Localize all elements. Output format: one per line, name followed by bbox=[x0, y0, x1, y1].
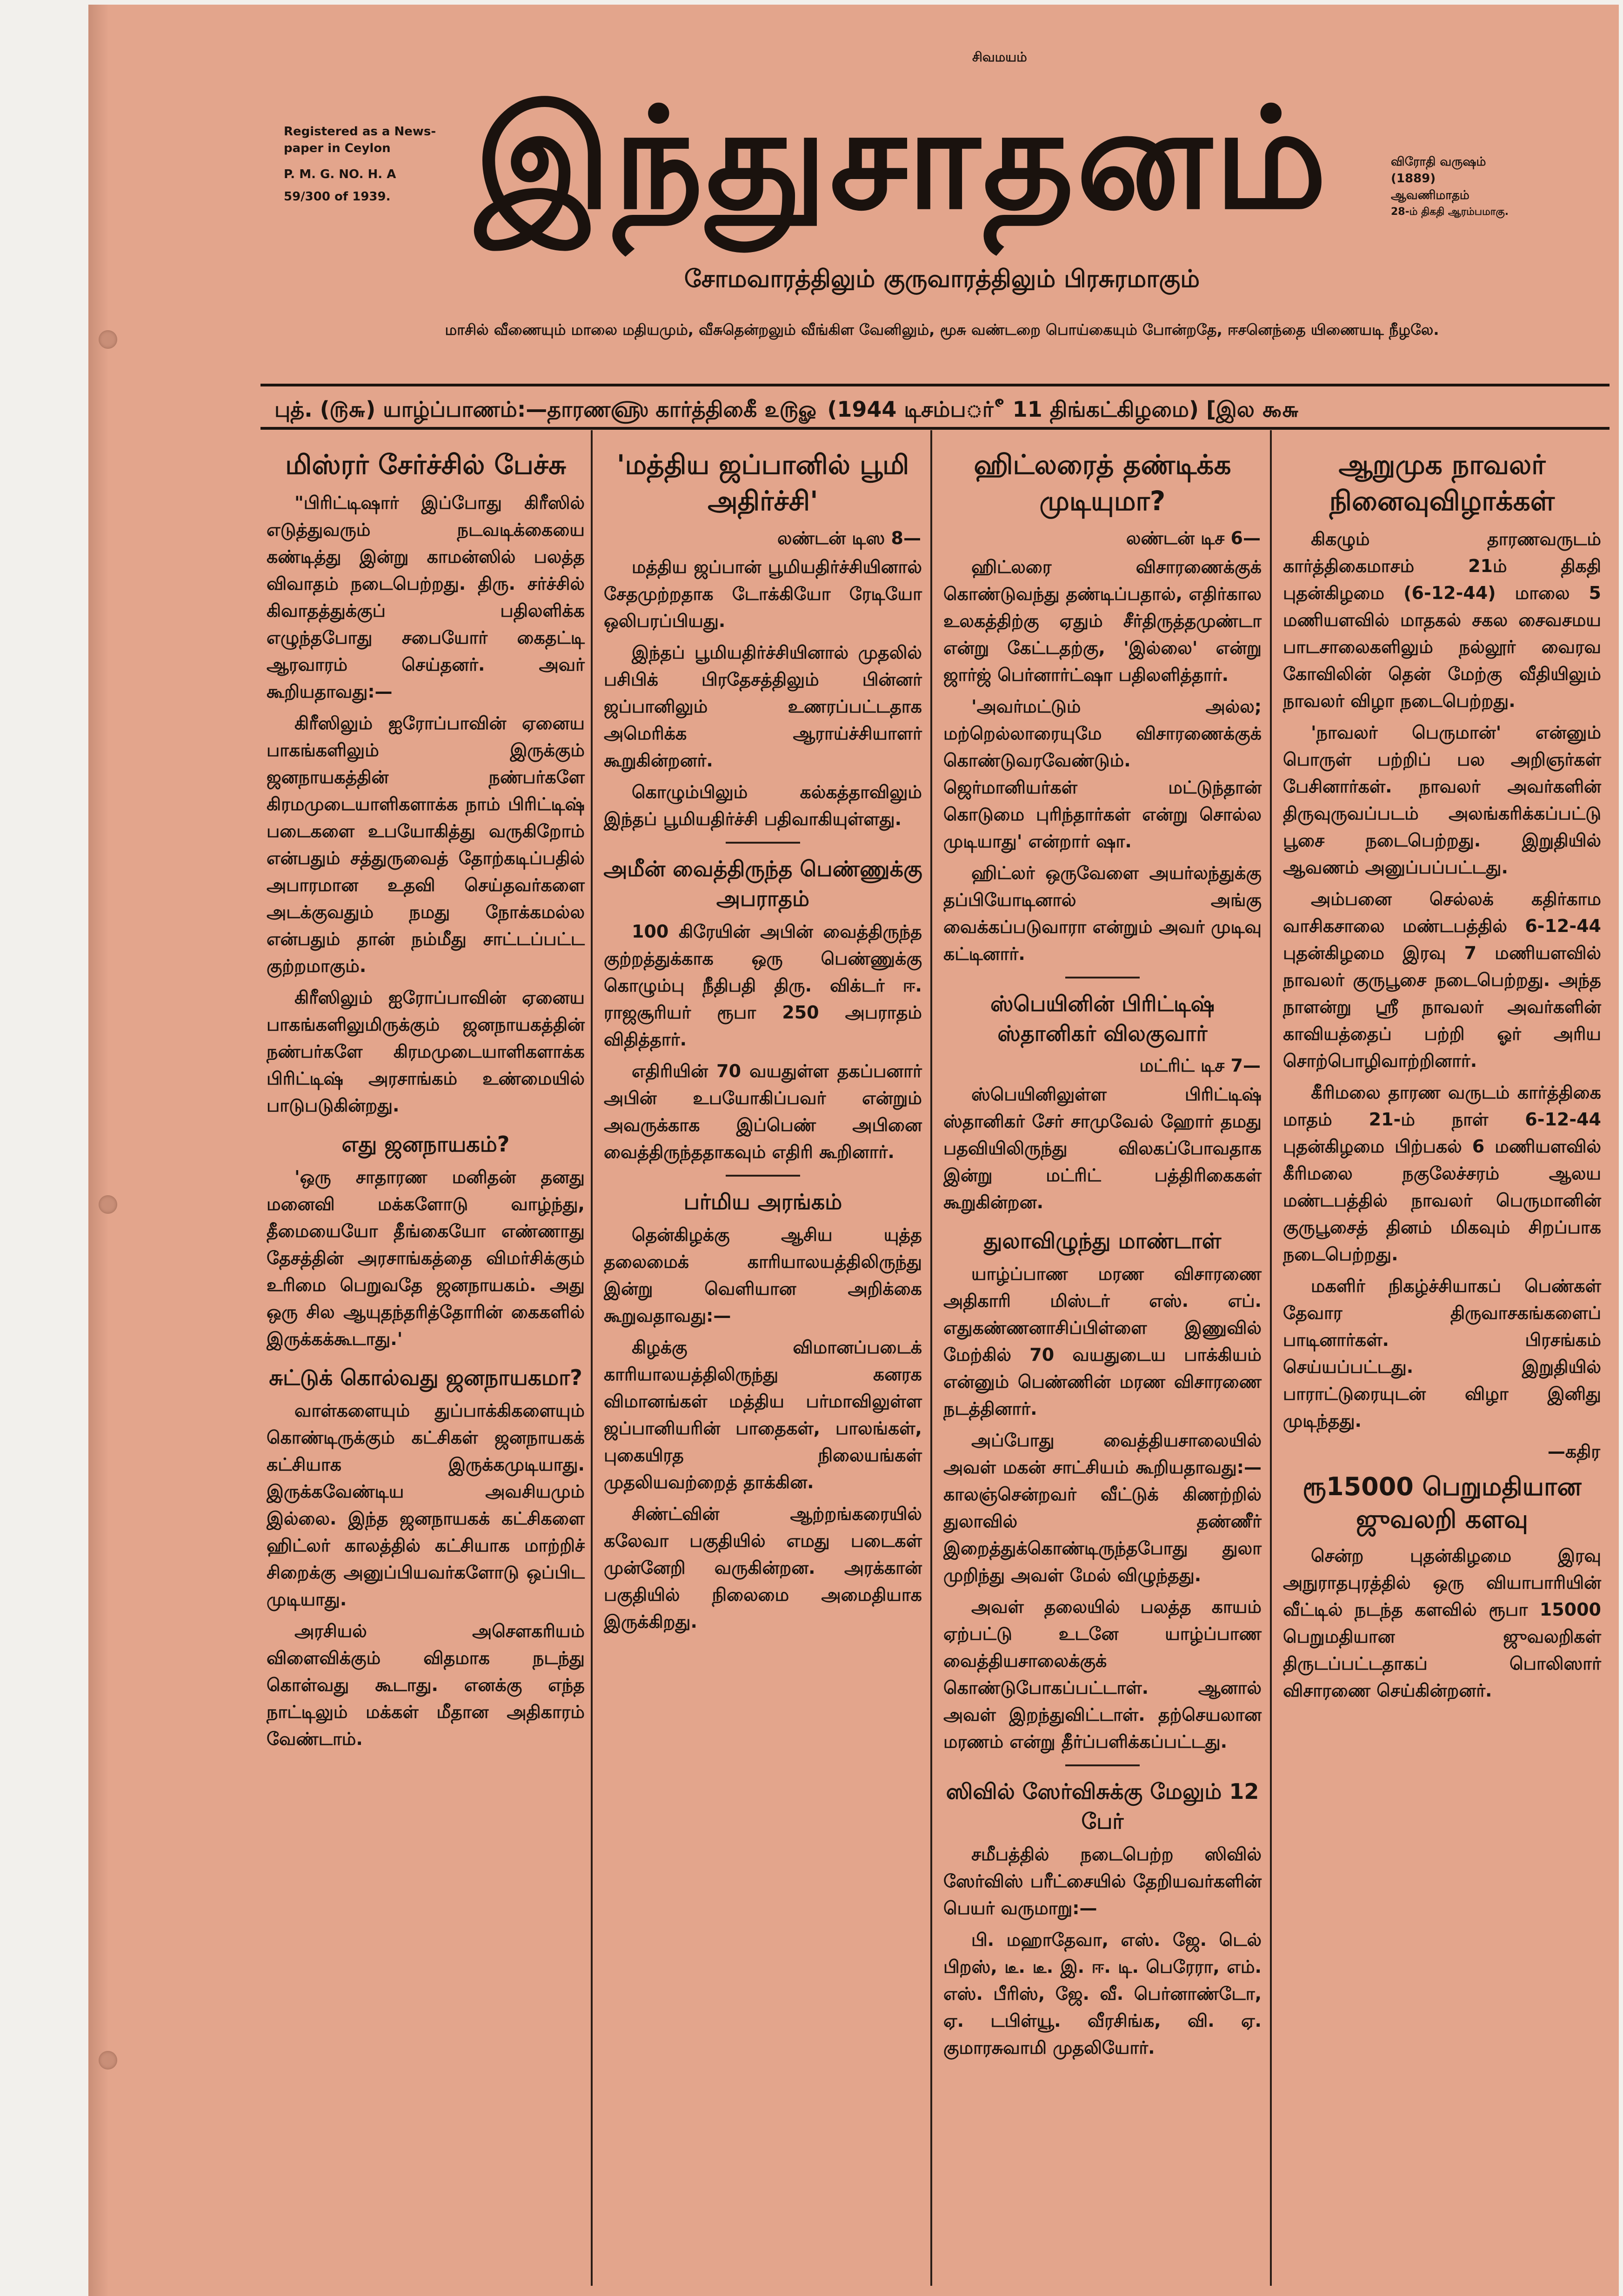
article-paragraph: சமீபத்தில் நடைபெற்ற ஸிவில் ஸேர்விஸ் பரீட்சையில் தேறியவர்களின் பெயர் வருமாறு:— bbox=[943, 1844, 1262, 1918]
column-1 bbox=[263, 437, 588, 2283]
article-paragraph: கொழும்பிலும் கல்கத்தாவிலும் இந்தப் பூமியதிர்ச்சி பதிவாகியுள்ளது. bbox=[604, 782, 922, 829]
article-paragraph: சென்ற புதன்கிழமை இரவு அநுராதபுரத்தில் ஒரு வியாபாரியின் வீட்டில் நடந்த களவில் ரூபா 15000 பெறுமதியான ஜுவலறிகள் திருடப்பட்டதாகப் பொலிஸார் விசாரணை செய்கின்றனர். bbox=[1283, 1545, 1601, 1701]
year-info bbox=[1391, 153, 1586, 220]
article bbox=[263, 1363, 588, 1752]
year-info-line: விரோதி வருஷம் bbox=[1391, 155, 1486, 169]
article-paragraph: அவள் தலையில் பலத்த காயம் ஏற்பட்டு உடனே யாழ்ப்பாண வைத்தியசாலைக்குக் கொண்டுபோகப்பட்டாள். ஆனால் அவள் இறந்துவிட்டாள். தற்செயலான மரணம் என்று தீர்ப்பளிக்கப்பட்டது. bbox=[943, 1597, 1262, 1752]
article-paragraph: கிரீஸிலும் ஐரோப்பாவின் ஏனைய பாகங்களிலும் இருக்கும் ஜனநாயகத்தின் நண்பர்களே கிரமமுடையாளிகளாக்க நாம் பிரிட்டிஷ் படைகளை உபயோகித்து வருகிறோம் என்பதும் சத்துருவைத் தோற்கடிப்பதில் அபாரமான உதவி செய்தவர்களை அடக்குவதும் நமது நோக்கமல்ல என்பதும் தான் நம்மீது சாட்டப்பட்ட குற்றமாகும். bbox=[267, 713, 585, 976]
header-rule-bottom bbox=[260, 427, 1610, 430]
article-headline: மிஸ்ரர் சேர்ச்சில் பேச்சு bbox=[285, 449, 566, 480]
registration-line: P. M. G. NO. H. A bbox=[284, 167, 396, 181]
article-paragraph: அப்போது வைத்தியசாலையில் அவள் மகன் சாட்சியம் கூறியதாவது:— காலஞ்சென்றவர் வீட்டுக் கிணற்றில் துலாவில் தண்ணீர் இறைத்துக்கொண்டிருந்தபோது துலா முறிந்து அவள் மேல் விழுந்தது. bbox=[943, 1430, 1262, 1585]
article bbox=[600, 1187, 926, 1635]
article-paragraph: பி. மஹாதேவா, எஸ். ஜே. டெல் பிறஸ், டீ. டீ. இ. ஈ. டி. பெரேரா, எம். எஸ். பீரிஸ், ஜே. வீ. பெர்னாண்டோ, ஏ. டபிள்யூ. வீரசிங்க, வி. ஏ. குமாரசுவாமி முதலியோர். bbox=[943, 1930, 1262, 2058]
article bbox=[1279, 446, 1605, 1434]
article bbox=[940, 446, 1265, 967]
article-paragraph: இந்தப் பூமியதிர்ச்சியினால் முதலில் பசிபிக் பிரதேசத்திலும் பின்னர் ஜப்பானிலும் உணரப்பட்டதாக அமெரிக்க ஆராய்ச்சியாளர் கூறுகின்றனர். bbox=[604, 642, 922, 771]
article-byline: லண்டன் டிச 6— bbox=[1126, 528, 1261, 548]
article-paragraph: 'நாவலர் பெருமான்' என்னும் பொருள் பற்றிப் பல அறிஞர்கள் பேசினார்கள். நாவலர் அவர்களின் திருவுருவப்படம் அலங்கரிக்கப்பட்டு பூசை நடைபெற்றது. இறுதியில் ஆவணம் அனுப்பப்பட்டது. bbox=[1283, 722, 1601, 878]
punch-hole bbox=[99, 2051, 117, 2070]
article-subheading: பர்மிய அரங்கம் bbox=[683, 1189, 842, 1214]
registration-line: 59/300 of 1939. bbox=[284, 190, 391, 204]
year-info-line: (1889) bbox=[1391, 172, 1436, 186]
motto: மாசில் வீணையும் மாலை மதியமும், வீசுதென்றலும் வீங்கிள வேனிலும், மூசு வண்டறை பொய்கையும் போன்றதே, ஈசனெந்தை யிணையடி நீழலே. bbox=[445, 321, 1439, 339]
article-paragraph: 'ஒரு சாதாரண மனிதன் தனது மனைவி மக்களோடு வாழ்ந்து, தீமையையோ தீங்கையோ எண்ணாது தேசத்தின் அரசாங்கத்தை விமர்சிக்கும் உரிமை பெறுவதே ஜனநாயகம். அது ஒரு சில ஆயுதந்தரித்தோரின் கைகளில் இருக்கக்கூடாது.' bbox=[267, 1167, 585, 1349]
article-paragraph: அம்பனை செல்லக் கதிர்காம வாசிகசாலை மண்டபத்தில் 6-12-44 புதன்கிழமை இரவு 7 மணியளவில் நாவலர் குருபூசை நடைபெற்றது. அந்த நாளன்று ஸ்ரீ நாவலர் அவர்களின் காவியத்தைப் பற்றி ஓர் அரிய சொற்பொழிவாற்றினார். bbox=[1283, 889, 1601, 1071]
article-paragraph: ஹிட்லர் ஒருவேளை அயர்லந்துக்கு தப்பியோடினால் அங்கு வைக்கப்படுவாரா என்றும் அவர் முடிவு கட்டினார். bbox=[943, 863, 1262, 964]
registration-notice bbox=[284, 123, 437, 205]
article-subheading: சுட்டுக் கொல்வது ஜனநாயகமா? bbox=[269, 1365, 582, 1390]
publication-schedule: சோமவாரத்திலும் குருவாரத்திலும் பிரசுரமாகும் bbox=[684, 265, 1200, 293]
column-4 bbox=[1279, 437, 1605, 2283]
article-headline: ஆறுமுக நாவலர் நினைவுவிழாக்கள் bbox=[1329, 449, 1555, 517]
article bbox=[1279, 1439, 1605, 1704]
column-divider bbox=[591, 430, 593, 2286]
top-emblem: சிவமயம் bbox=[972, 49, 1027, 65]
masthead-title: இந்துசாதனம் bbox=[475, 76, 1330, 240]
article bbox=[940, 1777, 1265, 2061]
article-subheading: எது ஜனநாயகம்? bbox=[341, 1131, 510, 1157]
article-paragraph: யாழ்ப்பாண மரண விசாரணை அதிகாரி மிஸ்டர் எஸ். எப். எதுகண்ணனாசிப்பிள்ளை இணுவில் மேற்கில் 70 வயதுடைய பாக்கியம் என்னும் பெண்ணின் மரண விசாரணை நடத்தினார். bbox=[943, 1264, 1262, 1419]
article-byline: லண்டன் டிஸ 8— bbox=[777, 528, 921, 548]
column-divider bbox=[1270, 430, 1272, 2286]
article-separator bbox=[726, 1175, 800, 1177]
article-subheading: ஸ்பெயினின் பிரிட்டிஷ் ஸ்தானிகர் விலகுவார் bbox=[990, 991, 1215, 1046]
article-byline: மட்ரிட் டிச 7— bbox=[1139, 1055, 1261, 1076]
newspaper-page bbox=[88, 5, 1619, 2296]
article-paragraph: 'அவர்மட்டும் அல்ல; மற்றெல்லாரையுமே விசாரணைக்குக் கொண்டுவரவேண்டும். ஜெர்மானியர்கள் மட்டுந்தான் கொடுமை புரிந்தார்கள் என்று சொல்ல முடியாது' என்றார் ஷா. bbox=[943, 696, 1262, 852]
header-rule-top bbox=[260, 384, 1610, 386]
registration-line: Registered as a News- bbox=[284, 125, 436, 139]
article-separator bbox=[726, 842, 800, 844]
article-paragraph: கீரிமலை தாரண வருடம் கார்த்திகை மாதம் 21-ம் நாள் 6-12-44 புதன்கிழமை பிற்பகல் 6 மணியளவில் கீரிமலை நகுலேச்சரம் ஆலய மண்டபத்தில் நாவலர் பெருமானின் குருபூசைத் தினம் மிகவும் சிறப்பாக நடைபெற்றது. bbox=[1283, 1082, 1601, 1264]
article-paragraph: கிழக்கு விமானப்படைக் காரியாலயத்திலிருந்து கனரக விமானங்கள் மத்திய பர்மாவிலுள்ள ஜப்பானியரின் பாதைகள், பாலங்கள், புகையிரத நிலையங்கள் முதலியவற்றைத் தாக்கின. bbox=[604, 1337, 922, 1492]
article-byline: —கதிர bbox=[1547, 1441, 1600, 1462]
year-info-line: 28-ம் திகதி ஆரம்பமாகு. bbox=[1391, 206, 1509, 218]
article bbox=[600, 446, 926, 832]
article bbox=[940, 1226, 1265, 1755]
article-subheading: ஸிவில் ஸேர்விசுக்கு மேலும் 12 பேர் bbox=[946, 1779, 1259, 1834]
article-paragraph: மத்திய ஜப்பான் பூமியதிர்ச்சியினால் சேதமுற்றதாக டோக்கியோ ரேடியோ ஒலிபரப்பியது. bbox=[604, 557, 922, 631]
article-paragraph: சிண்ட்வின் ஆற்றங்கரையில் கலேவா பகுதியில் எமது படைகள் முன்னேறி வருகின்றன. அரக்கான் பகுதியில் நிலைமை அமைதியாக இருக்கிறது. bbox=[604, 1504, 922, 1632]
article-paragraph: மகளிர் நிகழ்ச்சியாகப் பெண்கள் தேவார திருவாசகங்களைப் பாடினார்கள். பிரசங்கம் செய்யப்பட்டது. இறுதியில் பாராட்டுரையுடன் விழா இனிது முடிந்தது. bbox=[1283, 1276, 1601, 1431]
article-subheading: அமீன் வைத்திருந்த பெண்ணுக்கு அபராதம் bbox=[603, 856, 922, 911]
article-paragraph: 100 கிரேயின் அபின் வைத்திருந்த குற்றத்துக்காக ஒரு பெண்ணுக்கு கொழும்பு நீதிபதி திரு. விக்டர் ஈ. ராஜசூரியர் ரூபா 250 அபராதம் விதித்தார். bbox=[604, 921, 922, 1050]
article-paragraph: "பிரிட்டிஷார் இப்போது கிரீஸில் எடுத்துவரும் நடவடிக்கையை கண்டித்து இன்று காமன்ஸில் பலத்த விவாதம் நடைபெற்றது. திரு. சர்ச்சில் கிவாதத்துக்குப் பதிலளிக்க எழுந்தபோது சபையோர் கைதட்டி ஆரவாரம் செய்தனர். அவர் கூறியதாவது:— bbox=[267, 492, 585, 702]
article-paragraph: ஹிட்லரை விசாரணைக்குக் கொண்டுவந்து தண்டிப்பதால், எதிர்கால உலகத்திற்கு ஏதும் சீர்திருத்தமுண்டா என்று கேட்டதற்கு, 'இல்லை' என்று ஜார்ஜ் பெர்னார்ட்ஷா பதிலளித்தார். bbox=[943, 557, 1262, 685]
article-separator bbox=[1065, 977, 1140, 978]
article-headline: 'மத்திய ஜப்பானில் பூமி அதிர்ச்சி' bbox=[616, 449, 909, 517]
punch-hole bbox=[99, 1195, 117, 1214]
article-paragraph: தென்கிழக்கு ஆசிய யுத்த தலைமைக் காரியாலயத்திலிருந்து இன்று வெளியான அறிக்கை கூறுவதாவது:— bbox=[604, 1225, 922, 1326]
article-paragraph: கிகழும் தாரணவருடம் கார்த்திகைமாசம் 21ம் திகதி புதன்கிழமை (6-12-44) மாலை 5 மணியளவில் மாதகல் சகல சைவசமய பாடசாலைகளிலும் நல்லூர் வைரவ கோவிலின் தென் மேற்கு வீதியிலும் நாவலர் விழா நடைபெற்றது. bbox=[1283, 529, 1601, 711]
year-info-line: ஆவணிமாதம் bbox=[1391, 188, 1469, 202]
article-paragraph: ஸ்பெயினிலுள்ள பிரிட்டிஷ் ஸ்தானிகர் சேர் சாமுவேல் ஹோர் தமது பதவியிலிருந்து விலகப்போவதாக இன்று மட்ரிட் பத்திரிகைகள் கூறுகின்றன. bbox=[943, 1084, 1262, 1212]
article-separator bbox=[1065, 1764, 1140, 1766]
dateline: புத். (௫௬) யாழ்ப்பாணம்:—தாரண௵ கார்த்திகைீ ௨௫ௐ (1944 டிசம்பர்ீ 11 திங்கட்கிழமை) [இல ௯௬ bbox=[274, 397, 1299, 422]
article-headline: ஹிட்லரைத் தண்டிக்க முடியுமா? bbox=[974, 449, 1231, 517]
article-paragraph: அரசியல் அசௌகரியம் விளைவிக்கும் விதமாக நடந்து கொள்வது கூடாது. எனக்கு எந்த நாட்டிலும் மக்கள் மீதான அதிகாரம் வேண்டாம். bbox=[267, 1621, 585, 1749]
column-3 bbox=[940, 437, 1265, 2283]
punch-hole bbox=[99, 330, 117, 349]
registration-line: paper in Ceylon bbox=[284, 141, 391, 155]
article-paragraph: எதிரியின் 70 வயதுள்ள தகப்பனார் அபின் உபயோகிப்பவர் என்றும் அவருக்காக இப்பெண் அபினை வைத்திருந்ததாகவும் எதிரி கூறினார். bbox=[604, 1061, 922, 1162]
article bbox=[263, 446, 588, 1119]
article-paragraph: கிரீஸிலும் ஐரோப்பாவின் ஏனைய பாகங்களிலுமிருக்கும் ஜனநாயகத்தின் நண்பர்களே கிரமமுடையாளிகளாக்க பிரிட்டிஷ் அரசாங்கம் உண்மையில் பாடுபடுகின்றது. bbox=[267, 987, 585, 1116]
article-paragraph: வாள்களையும் துப்பாக்கிகளையும் கொண்டிருக்கும் கட்சிகள் ஜனநாயகக் கட்சியாக இருக்கமுடியாது. இருக்கவேண்டிய அவசியமும் இல்லை. இந்த ஜனநாயகக் கட்சிகளை ஹிட்லர் காலத்தில் கட்சியாக மாற்றிச் சிறைக்கு அனுப்பியவர்களோடு ஒப்பிட முடியாது. bbox=[267, 1400, 585, 1610]
column-divider bbox=[930, 430, 932, 2286]
article-subheading: துலாவிழுந்து மாண்டாள் bbox=[983, 1228, 1222, 1253]
article bbox=[940, 989, 1265, 1216]
article bbox=[600, 854, 926, 1165]
article bbox=[263, 1129, 588, 1352]
article-headline: ரூ15000 பெறுமதியான ஜுவலறி களவு bbox=[1302, 1472, 1582, 1534]
column-2 bbox=[600, 437, 926, 2283]
